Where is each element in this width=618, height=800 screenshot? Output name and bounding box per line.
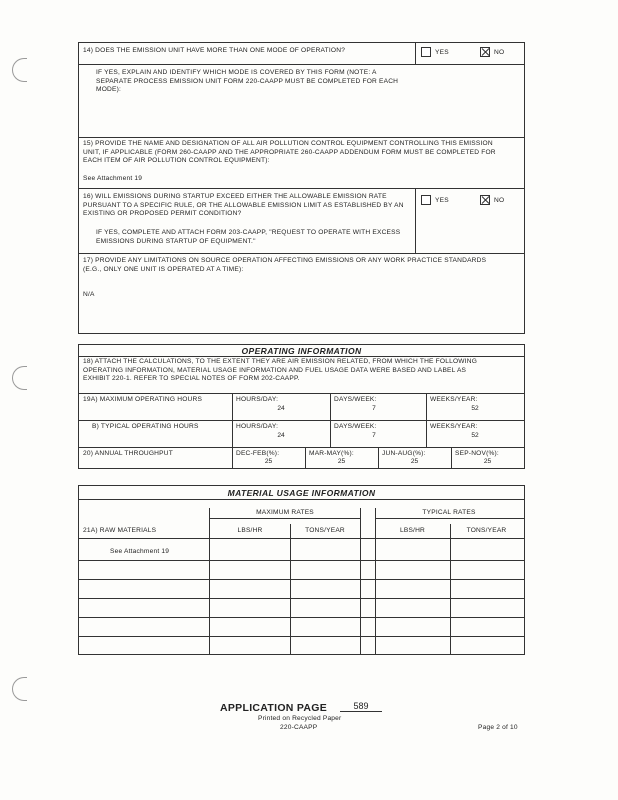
raw-materials-header: 21A) RAW MATERIALS [83, 527, 157, 534]
q14-yes-checkbox[interactable] [421, 47, 431, 57]
typ-tons-year-header: TONS/YEAR [466, 527, 507, 534]
typ-lbs-hr-header: LBS/HR [399, 527, 426, 534]
dec-feb-label: DEC-FEB(%): [236, 450, 280, 457]
q14-yes-label: YES [435, 49, 449, 56]
punch-hole-middle [12, 366, 27, 390]
typ-weeks-per-year-label: WEEKS/YEAR: [430, 423, 478, 430]
max-lbs-hr-header: LBS/HR [237, 527, 263, 534]
max-tons-year-header: TONS/YEAR [305, 527, 345, 534]
application-page-label: APPLICATION PAGE [220, 702, 328, 714]
q17-answer: N/A [83, 291, 95, 298]
raw-material-entry: See Attachment 19 [110, 548, 170, 555]
dec-feb-value: 25 [264, 458, 273, 465]
typ-days-per-week-value: 7 [372, 432, 376, 439]
typical-rates-header: TYPICAL RATES [422, 509, 476, 516]
material-usage-title: MATERIAL USAGE INFORMATION [227, 488, 376, 498]
q14-no-label: NO [494, 49, 505, 56]
q16-no-label: NO [494, 197, 505, 204]
q14-label: 14) DOES THE EMISSION UNIT HAVE MORE THAN ONE MODE OF OPERATION? [83, 47, 346, 54]
page-of-count: Page 2 of 10 [478, 724, 518, 731]
q15-answer: See Attachment 19 [83, 175, 143, 182]
q17-label: 17) PROVIDE ANY LIMITATIONS ON SOURCE OPERATION AFFECTING EMISSIONS OR ANY WORK PRACTICE STANDARDS (E.G., ONLY ONE UNIT IS OPERATED AT A TIME): [83, 257, 487, 273]
q16-no-checkbox[interactable] [480, 195, 490, 205]
q14-no-checkbox[interactable] [480, 47, 490, 57]
q16-instruction: IF YES, COMPLETE AND ATTACH FORM 203-CAAPP, "REQUEST TO OPERATE WITH EXCESS EMISSIONS DURING STARTUP OF EQUIPMENT." [96, 229, 401, 245]
operating-info-title: OPERATING INFORMATION [241, 346, 362, 356]
mar-may-label: MAR-MAY(%): [309, 450, 354, 457]
max-days-per-week-label: DAYS/WEEK: [334, 396, 377, 403]
max-weeks-per-year-label: WEEKS/YEAR: [430, 396, 478, 403]
jun-aug-value: 25 [410, 458, 419, 465]
punch-hole-top [12, 58, 27, 82]
q18-label: 18) ATTACH THE CALCULATIONS, TO THE EXTENT THEY ARE AIR EMISSION RELATED, FROM WHICH THE FOLLOWING OPERATING INFORMATION, MATERIAL USAGE INFORMATION AND FUEL USAGE DATA WERE BASED AND LABEL AS EXHIBIT 220-1. REFER TO SPECIAL NOTES OF FORM 202-CAAPP. [83, 358, 478, 383]
application-page-number: 589 [340, 701, 382, 712]
punch-hole-bottom [12, 677, 27, 701]
max-weeks-per-year-value: 52 [471, 405, 479, 412]
annual-throughput-label: 20) ANNUAL THROUGHPUT [83, 450, 173, 457]
max-hours-per-day-label: HOURS/DAY: [236, 396, 279, 403]
q14-instruction: IF YES, EXPLAIN AND IDENTIFY WHICH MODE IS COVERED BY THIS FORM (NOTE: A SEPARATE PROCESS EMISSION UNIT FORM 220-CAAPP MUST BE COMPLETED FOR EACH MODE): [96, 69, 399, 94]
q16-label: 16) WILL EMISSIONS DURING STARTUP EXCEED EITHER THE ALLOWABLE EMISSION RATE PURSUANT TO A SPECIFIC RULE, OR THE ALLOWABLE EMISSION LIMIT AS ESTABLISHED BY AN EXISTING OR PROPOSED PERMIT CONDITION? [83, 193, 404, 218]
typical-hours-label: B) TYPICAL OPERATING HOURS [92, 423, 199, 430]
form-id: 220-CAAPP [280, 724, 318, 731]
sep-nov-label: SEP-NOV(%): [455, 450, 499, 457]
recycled-paper-note: Printed on Recycled Paper [258, 715, 342, 722]
typ-weeks-per-year-value: 52 [471, 432, 479, 439]
q16-yes-label: YES [435, 197, 449, 204]
jun-aug-label: JUN-AUG(%): [382, 450, 426, 457]
mar-may-value: 25 [337, 458, 346, 465]
sep-nov-value: 25 [483, 458, 492, 465]
max-hours-label: 19A) MAXIMUM OPERATING HOURS [83, 396, 203, 403]
maximum-rates-header: MAXIMUM RATES [256, 509, 314, 516]
typ-days-per-week-label: DAYS/WEEK: [334, 423, 377, 430]
max-days-per-week-value: 7 [372, 405, 376, 412]
typ-hours-per-day-label: HOURS/DAY: [236, 423, 279, 430]
max-hours-per-day-value: 24 [277, 405, 285, 412]
q15-label: 15) PROVIDE THE NAME AND DESIGNATION OF ALL AIR POLLUTION CONTROL EQUIPMENT CONTROLLING THIS EMISSION UNIT, IF APPLICABLE (FORM 260-CAAPP AND THE APPROPRIATE 260-CAAPP ADDENDUM FORM MUST BE COMPLETED FOR EACH ITEM OF AIR POLLUTION CONTROL EQUIPMENT): [83, 140, 496, 165]
typ-hours-per-day-value: 24 [277, 432, 285, 439]
q16-yes-checkbox[interactable] [421, 195, 431, 205]
